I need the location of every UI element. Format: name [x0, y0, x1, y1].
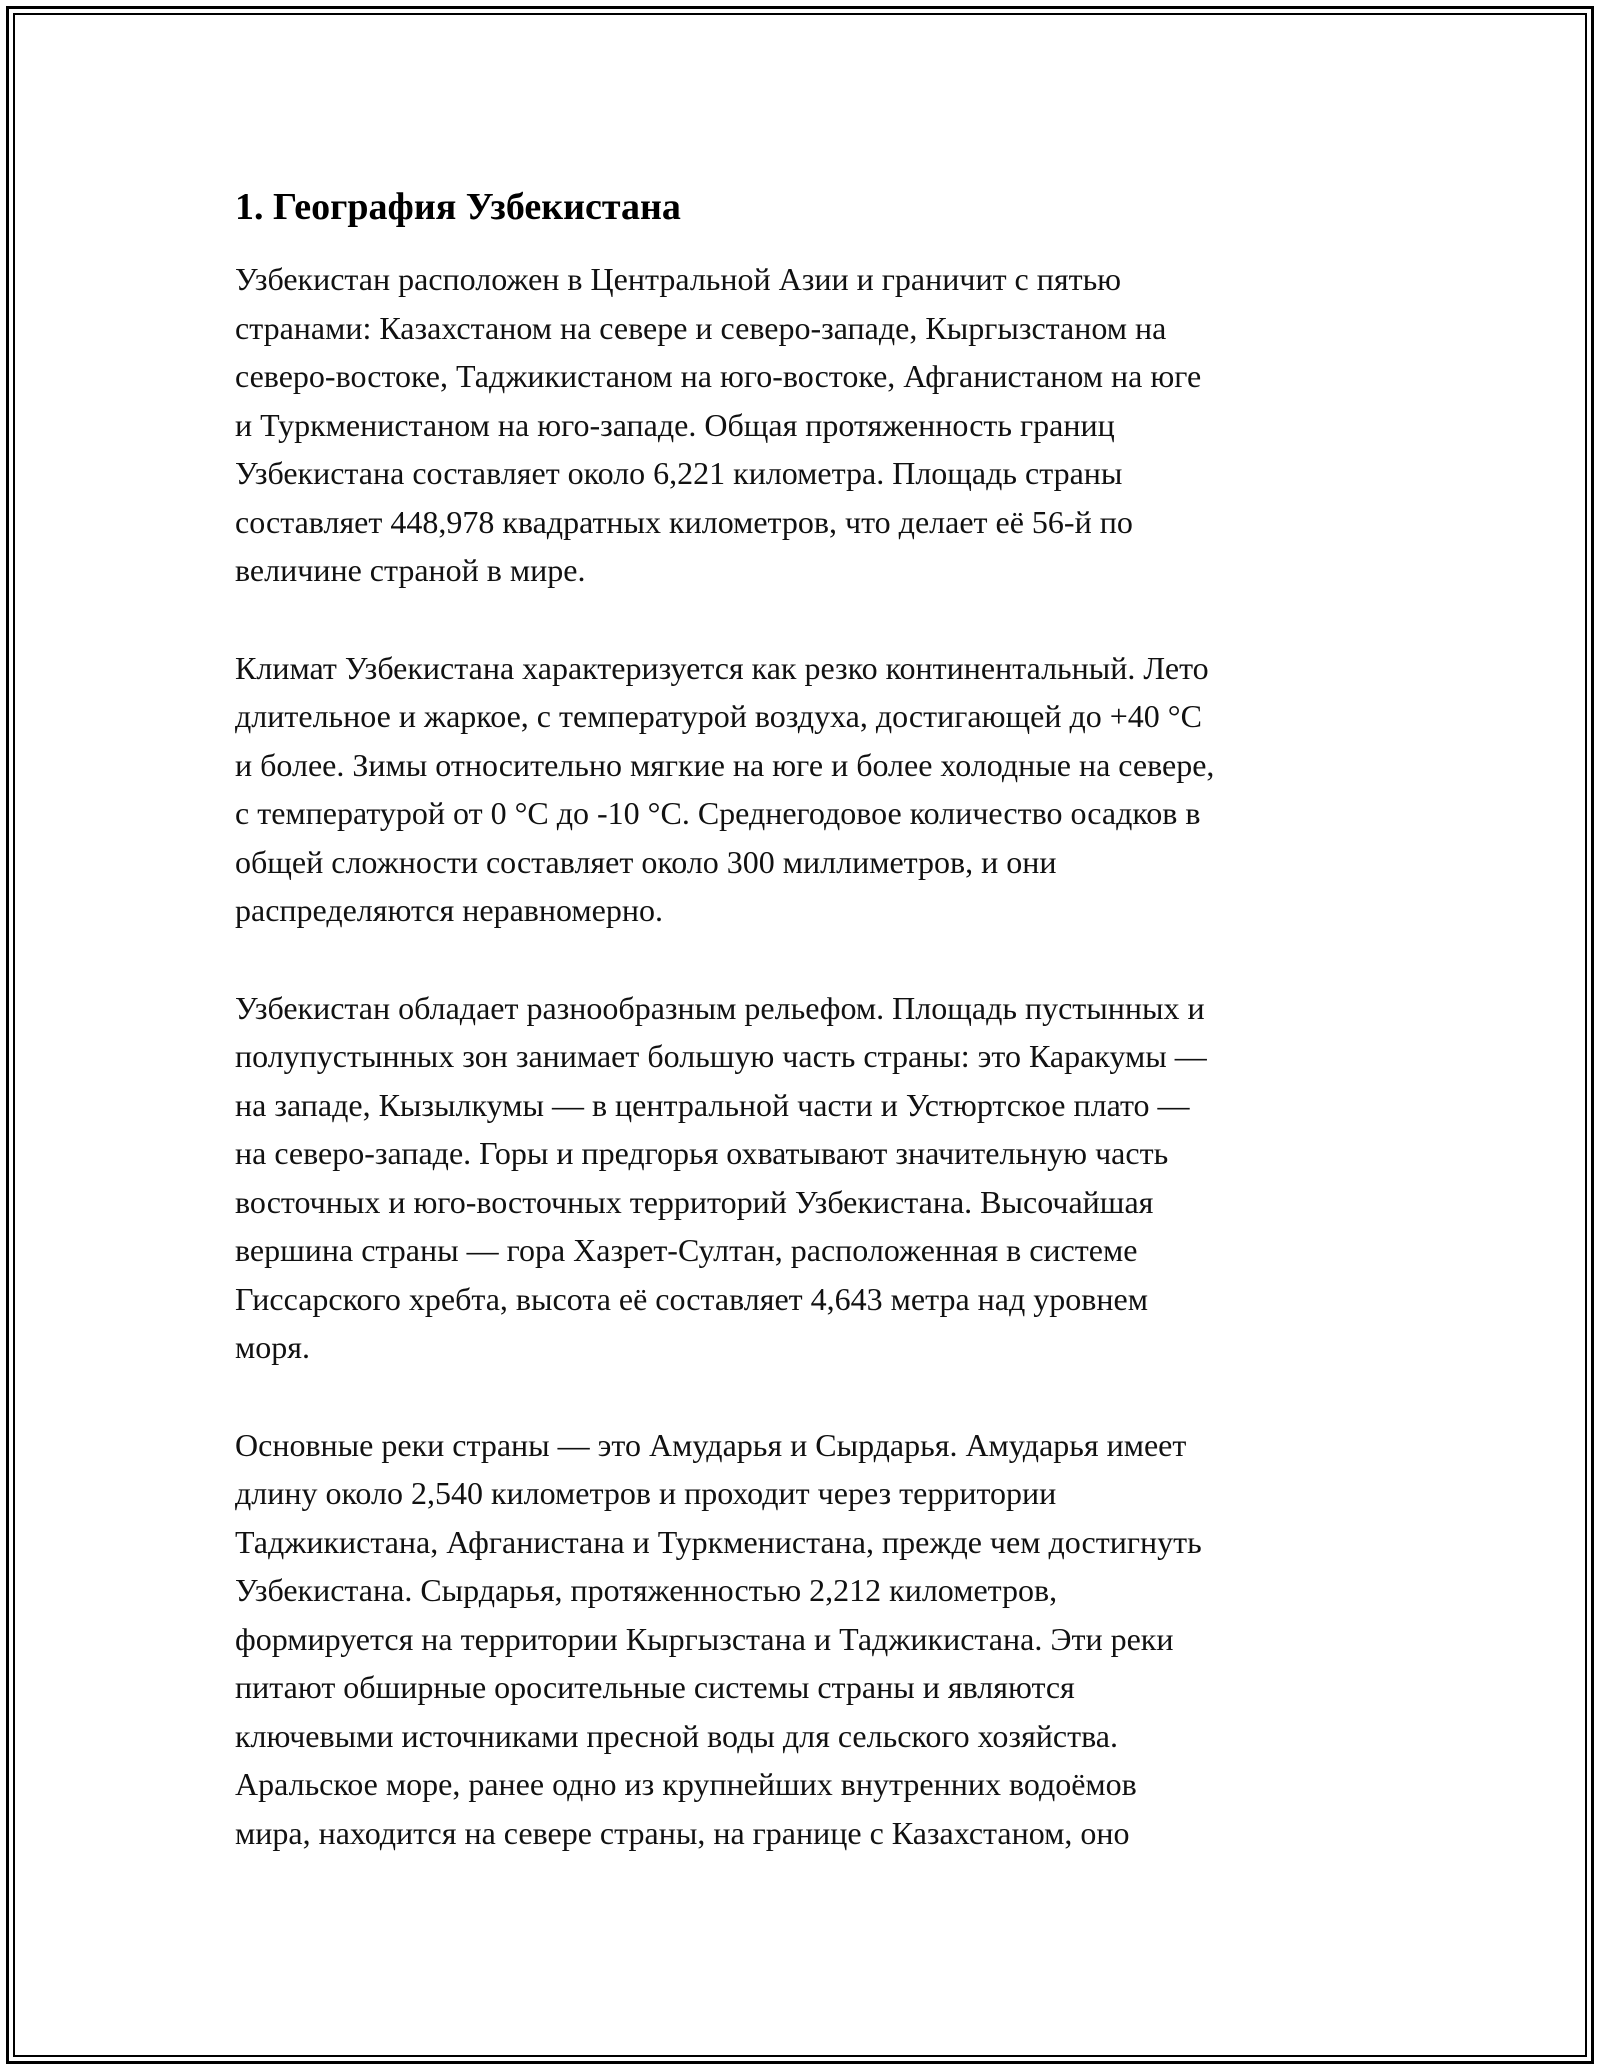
paragraph-container [235, 255, 1365, 1857]
body-paragraph-3 [235, 984, 1365, 1372]
body-paragraph-4 [235, 1421, 1365, 1858]
paragraph-line: странами: Казахстаном на севере и северо-западе, Кыргызстаном на [235, 309, 1167, 346]
paragraph-line: Климат Узбекистана характеризуется как резко континентальный. Лето [235, 649, 1209, 686]
paragraph-line: длину около 2,540 километров и проходит через территории [235, 1475, 1057, 1511]
paragraph-line: и более. Зимы относительно мягкие на юге и более холодные на севере, [235, 746, 1215, 783]
paragraph-line: ключевыми источниками пресной воды для сельского хозяйства. [235, 1717, 1118, 1754]
paragraph-line: северо-востоке, Таджикистаном на юго-востоке, Афганистаном на юге [235, 358, 1202, 394]
paragraph-line: величине страной в мире. [235, 552, 586, 588]
paragraph-line: с температурой от 0 °C до -10 °C. Среднегодовое количество осадков в [235, 795, 1201, 831]
paragraph-line: и Туркменистаном на юго-западе. Общая протяженность границ [235, 406, 1115, 443]
paragraph-line: Узбекистана. Сырдарья, протяженностью 2,212 километров, [235, 1572, 1058, 1608]
paragraph-line: длительное и жаркое, с температурой воздуха, достигающей до +40 °C [235, 698, 1202, 734]
paragraph-line: на северо-западе. Горы и предгорья охватывают значительную часть [235, 1135, 1169, 1171]
paragraph-line: Узбекистан расположен в Центральной Азии и граничит с пятью [235, 261, 1122, 297]
body-paragraph-1 [235, 255, 1365, 595]
paragraph-line: полупустынных зон занимает большую часть страны: это Каракумы — [235, 1038, 1207, 1074]
paragraph-line: Аральское море, ранее одно из крупнейших внутренних водоёмов [235, 1766, 1137, 1802]
paragraph-line: Узбекистана составляет около 6,221 километра. Площадь страны [235, 455, 1123, 491]
paragraph-line: Основные реки страны — это Амударья и Сырдарья. Амударья имеет [235, 1426, 1187, 1463]
paragraph-line: моря. [235, 1329, 310, 1365]
paragraph-line: на западе, Кызылкумы — в центральной части и Устюртское плато — [235, 1086, 1190, 1123]
paragraph-line: питают обширные оросительные системы страны и являются [235, 1669, 1075, 1705]
paragraph-line: формируется на территории Кыргызстана и Таджикистана. Эти реки [235, 1620, 1174, 1657]
paragraph-line: вершина страны — гора Хазрет-Султан, расположенная в системе [235, 1232, 1138, 1268]
paragraph-line: Гиссарского хребта, высота её составляет 4,643 метра над уровнем [235, 1280, 1148, 1317]
paragraph-line: общей сложности составляет около 300 миллиметров, и они [235, 843, 1057, 880]
paragraph-line: восточных и юго-восточных территорий Узбекистана. Высочайшая [235, 1183, 1154, 1220]
paragraph-line: распределяются неравномерно. [235, 892, 663, 928]
document-body [235, 183, 1365, 1906]
paragraph-line: мира, находится на севере страны, на границе с Казахстаном, оно [235, 1814, 1130, 1851]
paragraph-line: Таджикистана, Афганистана и Туркменистана, прежде чем достигнуть [235, 1523, 1202, 1560]
paragraph-line: Узбекистан обладает разнообразным рельефом. Площадь пустынных и [235, 989, 1205, 1026]
body-paragraph-2 [235, 644, 1365, 935]
paragraph-line: составляет 448,978 квадратных километров, что делает её 56-й по [235, 503, 1133, 540]
section-heading: 1. География Узбекистана [235, 186, 681, 228]
